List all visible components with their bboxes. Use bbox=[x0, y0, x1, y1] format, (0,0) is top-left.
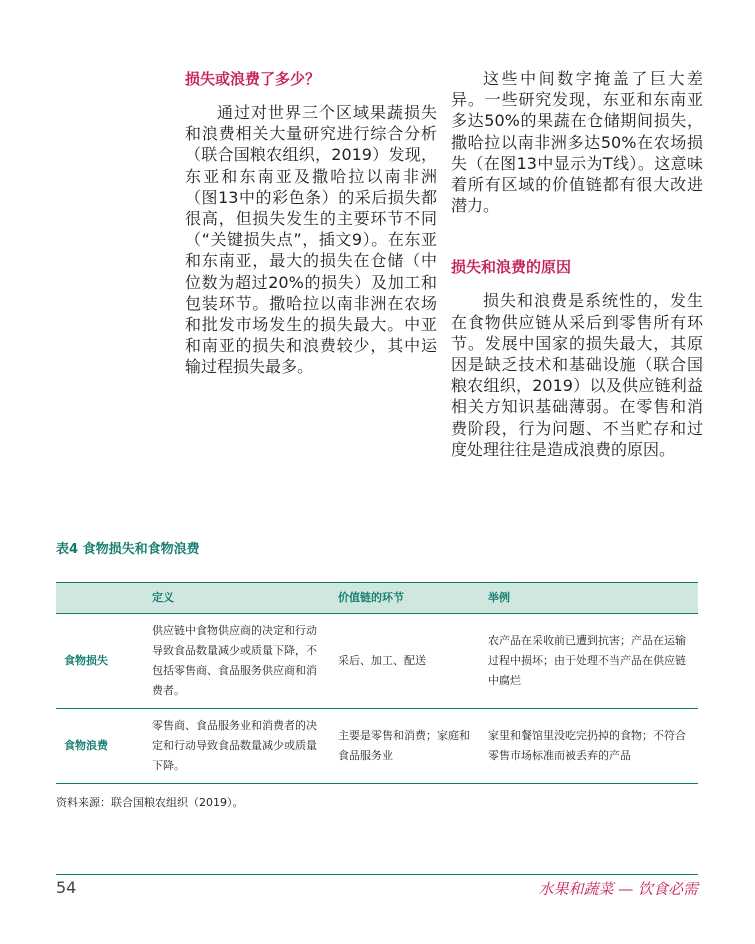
food-loss-waste-table bbox=[56, 582, 698, 784]
right-paragraph-1: 这些中间数字掩盖了巨大差异。一些研究发现，东亚和东南亚多达50%的果蔬在仓储期间损失，撒哈拉以南非洲多达50%在农场损失（在图13中显示为T线）。这意味着所有区域的价值链都有很大改进潜力。 bbox=[451, 69, 703, 216]
cell-chain: 采后、加工、配送 bbox=[330, 614, 480, 709]
table-source-note: 资料来源：联合国粮农组织（2019）。 bbox=[56, 796, 244, 809]
row-label-food-waste: 食物浪费 bbox=[56, 709, 144, 784]
table-row bbox=[56, 709, 698, 784]
table-header-row bbox=[56, 583, 698, 614]
table-header-chain: 价值链的环节 bbox=[330, 583, 480, 614]
table-header-definition: 定义 bbox=[144, 583, 330, 614]
right-paragraph-2: 损失和浪费是系统性的，发生在食物供应链从采后到零售所有环节。发展中国家的损失最大，其原因是缺乏技术和基础设施（联合国粮农组织，2019）以及供应链利益相关方知识基础薄弱。在零售和消费阶段，行为问题、不当贮存和过度处理往往是造成浪费的原因。 bbox=[451, 291, 703, 459]
running-title: 水果和蔬菜 — 饮食必需 bbox=[538, 880, 698, 898]
cell-chain: 主要是零售和消费；家庭和食品服务业 bbox=[330, 709, 480, 784]
section-heading-how-much: 损失或浪费了多少？ bbox=[185, 70, 321, 88]
cell-definition: 零售商、食品服务业和消费者的决定和行动导致食品数量减少或质量下降。 bbox=[144, 709, 330, 784]
footer-divider bbox=[56, 874, 698, 875]
table-header-example: 举例 bbox=[480, 583, 698, 614]
section-heading-causes: 损失和浪费的原因 bbox=[451, 258, 572, 277]
right-column bbox=[451, 68, 703, 460]
table-header-blank bbox=[56, 583, 144, 614]
page-number: 54 bbox=[56, 878, 77, 897]
cell-example: 农产品在采收前已遭到抗害；产品在运输过程中损坏；由于处理不当产品在供应链中腐烂 bbox=[480, 614, 698, 709]
table-title: 表4 食物损失和食物浪费 bbox=[56, 542, 200, 557]
cell-definition: 供应链中食物供应商的决定和行动导致食品数量减少或质量下降，不包括零售商、食品服务供应商和消费者。 bbox=[144, 614, 330, 709]
left-column bbox=[185, 68, 437, 378]
row-label-food-loss: 食物损失 bbox=[56, 614, 144, 709]
table-row bbox=[56, 614, 698, 709]
cell-example: 家里和餐馆里没吃完扔掉的食物；不符合零售市场标准而被丢弃的产品 bbox=[480, 709, 698, 784]
left-paragraph: 通过对世界三个区域果蔬损失和浪费相关大量研究进行综合分析（联合国粮农组织，2019）发现，东亚和东南亚及撒哈拉以南非洲（图13中的彩色条）的采后损失都很高，但损失发生的主要环节不同（“关键损失点”，插文9）。在东亚和东南亚，最大的损失在仓储（中位数为超过20%的损失）及加工和包装环节。撒哈拉以南非洲在农场和批发市场发生的损失最大。中亚和南亚的损失和浪费较少，其中运输过程损失最多。 bbox=[185, 103, 437, 377]
